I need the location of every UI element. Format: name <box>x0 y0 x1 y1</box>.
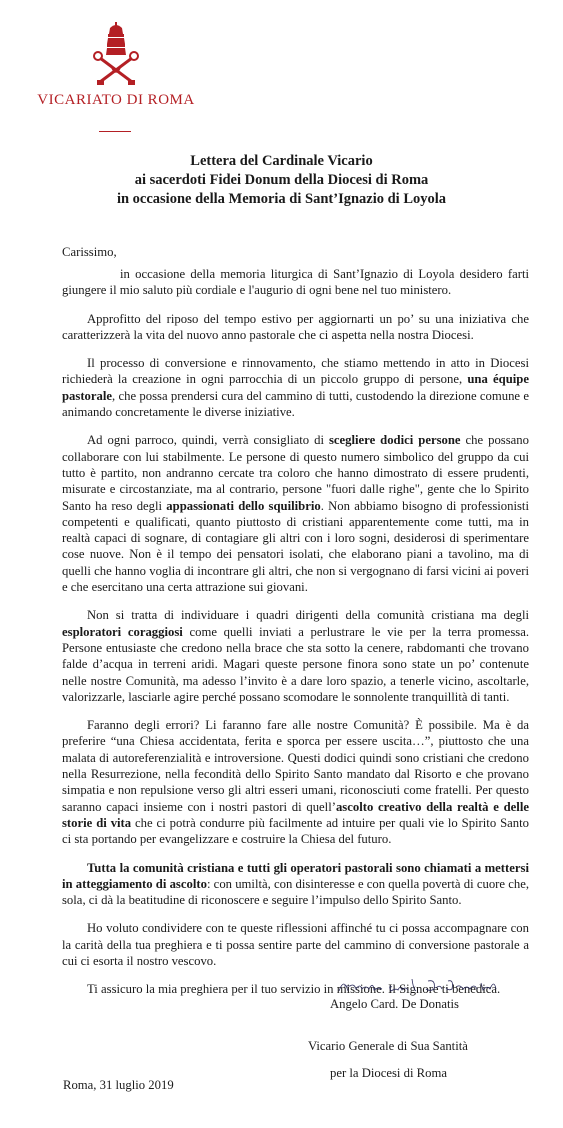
signatory-name: Angelo Card. De Donatis <box>330 997 459 1011</box>
header-divider <box>99 131 131 132</box>
paragraph-7-bold: Tutta la comunità cristiana e tutti gli operatori pastorali sono chiamati a mettersi in atteggiamento di ascolto <box>62 860 529 891</box>
signatory-role: Vicario Generale di Sua Santità <box>308 1039 468 1053</box>
handwritten-signature <box>336 975 506 997</box>
paragraph-3 <box>62 355 529 420</box>
paragraph-5-bold: esploratori coraggiosi <box>62 624 183 639</box>
paragraph-8: Ho voluto condividere con te queste riflessioni affinché tu ci possa accompagnare con la carità della tua preghiera e ti possa sentire parte del cammino di conversione pastorale a cui ci esorta il nostro vescovo. <box>62 921 529 968</box>
title-line-2: ai sacerdoti Fidei Donum della Diocesi di Roma <box>134 172 429 188</box>
signatory-diocese: per la Diocesi di Roma <box>330 1066 447 1080</box>
paragraph-3-text-a: Il processo di conversione e rinnovamento, che stiamo mettendo in atto in Diocesi richiederà la creazione in ogni parrocchia di un piccolo gruppo di persone, <box>62 356 529 387</box>
title-line-3: in occasione della Memoria di Sant’Ignazio di Loyola <box>116 191 447 207</box>
paragraph-6-text-a: Faranno degli errori? Li faranno fare alle nostre Comunità? È possibile. Ma è da preferire “una Chiesa accidentata, ferita e sporca per essere uscita…”, piuttosto che una malata di autoreferenzialità e introversione. Questi dodici quindi sono cristiani che credono nella Resurrezione, nella fecondità dello Spirito Santo mandato dal Risorto e che provano simpatia e non repulsione verso gli altri esseri umani, riconosciuti come fratelli. Per questo saranno capaci insieme con i nostri pastori di quell’ <box>62 718 529 814</box>
paragraph-6-text-c: che ci potrà condurre più facilmente ad intuire per quali vie lo Spirito Santo ci sta portando per evangelizzare e costruire la Chiesa del futuro. <box>62 815 529 847</box>
letter-title <box>0 152 563 209</box>
paragraph-4-text-e: . Non abbiamo bisogno di professionisti competenti e qualificati, quanto piuttosto di cristiani apparentemente come tutti, ma in realtà capaci di sognare, di contagiare gli altri con i loro sogni, desiderosi di sperimentare cose nuove. Non è il tempo dei pensatori isolati, che elaborano piani a tavolino, ma di quelli che hanno voglia di incontrare gli altri, che non si vergognano di farsi vicini ai poveri e che esercitano una certa attrazione sui giovani. <box>62 498 529 595</box>
paragraph-4-text-c: che possano collaborare con lui stabilmente. Le persone di questo numero simbolico del gruppo da cui tutto è partito, non andranno cercate tra coloro che hanno dimostrato di essere prudenti, misurate e circostanziate, ma al contrario, persone "fuori dalle righe", gente che lo Spirito Santo ha reso degli <box>62 433 529 513</box>
paragraph-3-text-c: , che possa prendersi cura del cammino di tutti, custodendo la direzione comune e animando concretamente le diverse iniziative. <box>62 388 529 420</box>
salutation: Carissimo, <box>62 245 117 259</box>
paragraph-9: Ti assicuro la mia preghiera per il tuo servizio in missione. Il Signore ti benedica. <box>87 982 501 997</box>
paragraph-7-text-b: : con umiltà, con disinteresse e con quella povertà di cuore che, sola, ci dà la beatitudine di riconoscere e seguire l’impulso dello Spirito Santo. <box>62 876 530 908</box>
letter-date: Roma, 31 luglio 2019 <box>63 1078 174 1092</box>
paragraph-4-bold-1: scegliere dodici persone <box>328 433 461 448</box>
paragraph-4-bold-2: appassionati dello squilibrio <box>166 498 321 513</box>
organization-name: VICARIATO DI ROMA <box>37 92 195 108</box>
paragraph-5-text-a: Non si tratta di individuare i quadri dirigenti della comunità cristiana ma degli <box>87 608 529 623</box>
paragraph-6-bold: ascolto creativo della realtà e delle storie di vita <box>62 799 529 830</box>
paragraph-5 <box>62 607 529 705</box>
paragraph-5-text-c: come quelli inviati a perlustrare le vie per la terra promessa. Persone entusiaste che credono nella brace che sta sotto la cenere, rabdomanti che trovano falde d’acqua in terreni aridi. Magari queste persone finora sono state un po’ contenute nelle nostre Comunità, ma adesso l’invito è a dare loro spazio, a tenerle vicino, ascoltarle, valorizzarle, lasciarle agire perché possano scomodare le sonnolente tranquillità di tanti. <box>62 624 529 704</box>
paragraph-4 <box>62 432 529 595</box>
paragraph-3-bold: una équipe pastorale <box>62 372 529 403</box>
paragraph-6 <box>62 717 529 847</box>
title-line-1: Lettera del Cardinale Vicario <box>190 153 373 169</box>
papal-crest-icon <box>88 22 144 88</box>
paragraph-7 <box>62 860 529 909</box>
paragraph-2: Approfitto del riposo del tempo estivo per aggiornarti un po’ su una iniziativa che caratterizzerà la vita del nuovo anno pastorale che ci aspetta nella nostra Diocesi. <box>62 311 529 342</box>
letter-body <box>62 244 529 1010</box>
paragraph-1: in occasione della memoria liturgica di Sant’Ignazio di Loyola desidero farti giungere il mio saluto più cordiale e l'augurio di ogni bene nel tuo ministero. <box>62 267 529 298</box>
paragraph-4-text-a: Ad ogni parroco, quindi, verrà consigliato di <box>87 433 329 448</box>
